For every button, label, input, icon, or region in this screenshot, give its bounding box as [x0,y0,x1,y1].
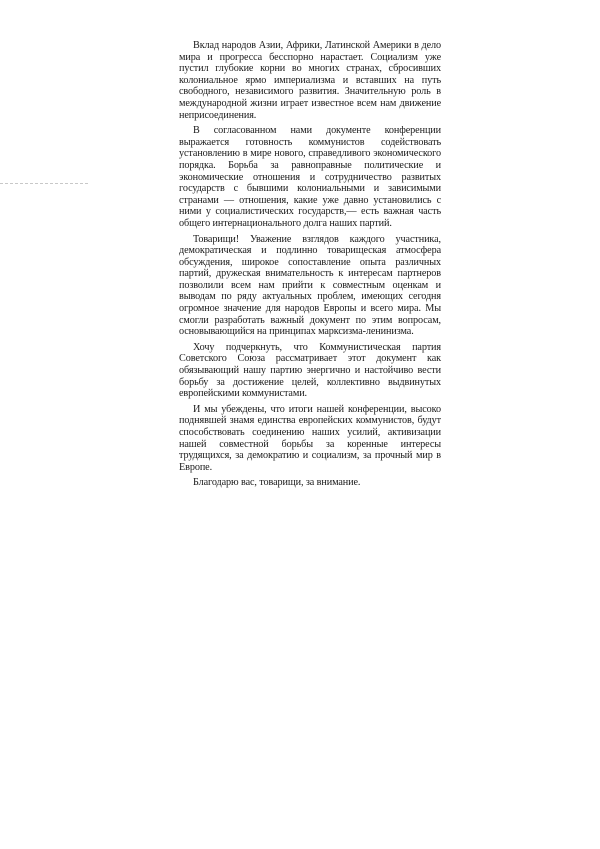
paragraph-4: Хочу подчеркнуть, что Коммунистическая партия Советского Союза рассматривает этот документ как обязывающий нашу партию энергично и настойчиво вести борьбу за достижение целей, коллективно выдвинутых европейскими коммунистами. [179,341,441,400]
paragraph-5: И мы убеждены, что итоги нашей конференции, высоко поднявшей знамя единства европейских коммунистов, будут способствовать соединению наших усилий, активизации нашей совместной борьбы за коренные интересы трудящихся, за демократию и социализм, за прочный мир в Европе. [179,403,441,473]
paragraph-2: В согласованном нами документе конференции выражается готовность коммунистов содействовать установлению в мире нового, справедливого экономического порядка. Борьба за равноправные политические и экономические отношения и сотрудничество развитых государств с бывшими колониальными и зависимыми странами — отношения, какие уже давно установились с ними у социалистических государств,— есть важная часть общего интернационального долга наших партий. [179,125,441,229]
document-body [179,40,441,493]
paragraph-6: Благодарю вас, товарищи, за внимание. [193,477,361,489]
scan-artifact-line [0,183,88,184]
paragraph-3: Товарищи! Уважение взглядов каждого участника, демократическая и подлинно товарищеская атмосфера обсуждения, широкое сопоставление опыта различных партий, дружеская внимательность к интересам партнеров позволили всем нам прийти к совместным оценкам и выводам по ряду актуальных проблем, имеющих сегодня огромное значение для народов Европы и всего мира. Мы смогли разработать важный документ по этим вопросам, основывающийся на принципах марксизма-ленинизма. [179,233,441,338]
paragraph-1: Вклад народов Азии, Африки, Латинской Америки в дело мира и прогресса бесспорно нарастает. Социализм уже пустил глубокие корни во многих странах, сбросивших колониальное ярмо империализма и вставших на путь свободного, независимого развития. Значительную роль в международной жизни играет известное всем нам движение неприсоединения. [179,40,441,121]
